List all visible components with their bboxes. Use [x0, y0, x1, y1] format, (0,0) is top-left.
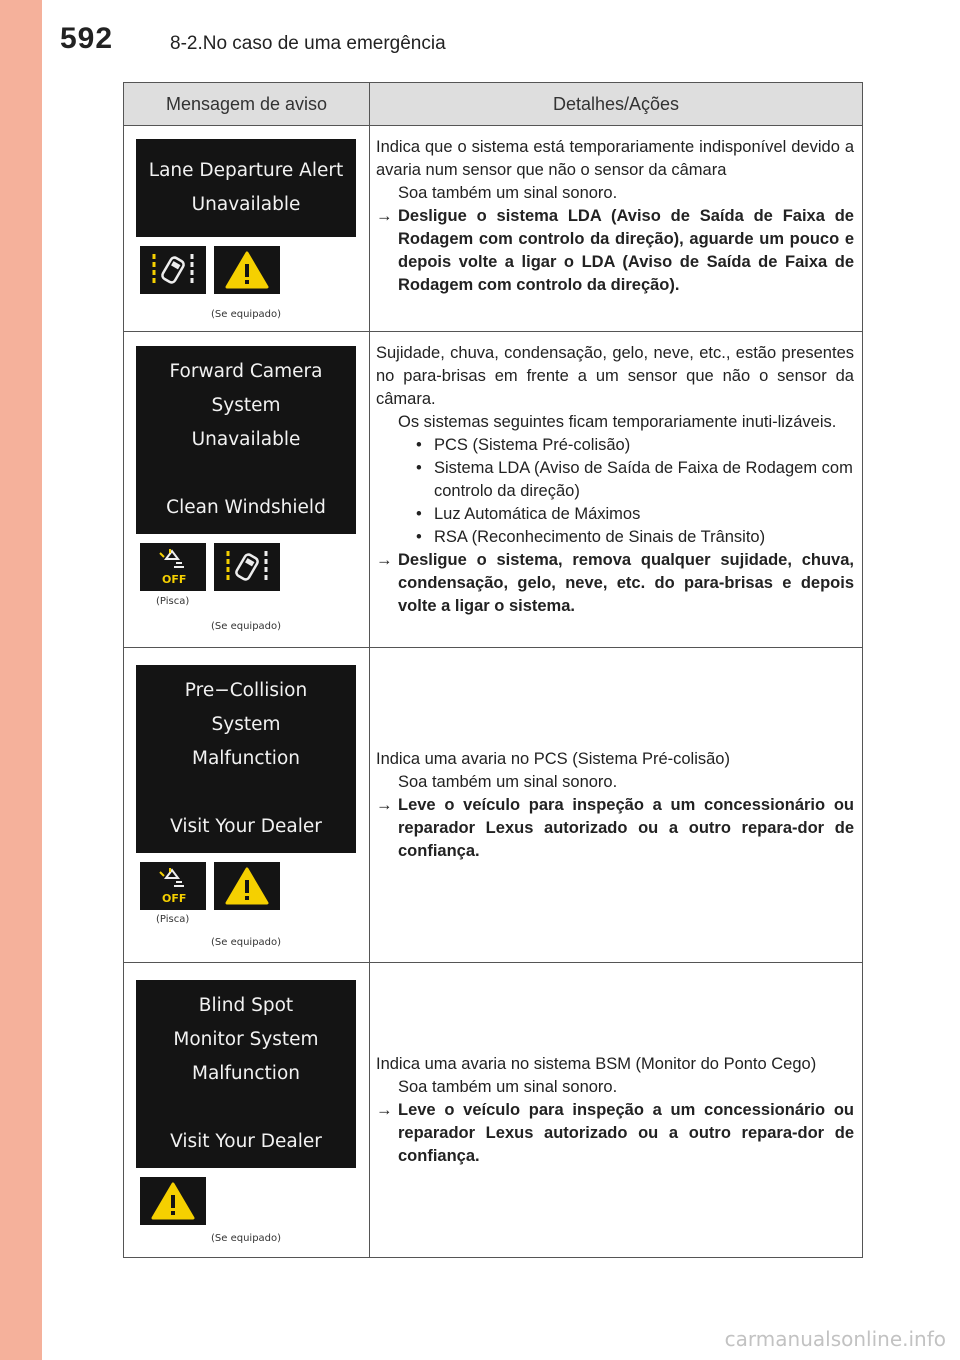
details-cell: [370, 332, 863, 648]
lane-departure-icon: [140, 246, 206, 294]
table-row: [124, 332, 863, 648]
detail-sub: Os sistemas seguintes ficam temporariamente inuti-lizáveis.: [398, 413, 837, 431]
screen-line: Lane Departure Alert: [148, 160, 344, 181]
arrow-icon: →: [376, 795, 393, 814]
screen-line: Clean Windshield: [166, 497, 326, 518]
list-item: • Luz Automática de Máximos: [416, 503, 854, 526]
detail-sub: Soa também um sinal sonoro.: [398, 772, 618, 791]
detail-sub: Soa também um sinal sonoro.: [398, 1077, 618, 1096]
detail-action: → Desligue o sistema LDA (Aviso de Saída de Faixa de Rodagem com controlo da direção), aguarde um pouco e depois volte a ligar o LDA (Aviso de Saída de Faixa de Rodagem com controlo da direção).: [376, 207, 854, 294]
equipped-note: (Se equipado): [211, 621, 282, 632]
message-cell: [124, 963, 370, 1258]
details-cell: [370, 648, 863, 963]
warning-triangle-icon: [214, 246, 280, 294]
svg-text:OFF: OFF: [162, 892, 187, 905]
detail-intro: Indica que o sistema está temporariamente indisponível devido a avaria num sensor que não o sensor da câmara: [376, 138, 854, 179]
list-item: • Sistema LDA (Aviso de Saída de Faixa de Rodagem com controlo da direção): [416, 457, 854, 503]
pcs-off-icon: [140, 543, 206, 591]
detail-sub: Soa também um sinal sonoro.: [398, 184, 618, 202]
arrow-icon: →: [376, 551, 393, 569]
details-cell: [370, 963, 863, 1258]
screen-line: Monitor System: [173, 1029, 319, 1050]
detail-action: → Leve o veículo para inspeção a um concessionário ou reparador Lexus autorizado ou a outro repara-dor de confiança.: [376, 1100, 854, 1165]
detail-action: → Desligue o sistema, remova qualquer sujidade, chuva, condensação, gelo, neve, etc. do para-brisas e depois volte a ligar o sistema.: [376, 551, 854, 615]
blink-note: (Pisca): [156, 596, 190, 607]
table-header-row: [124, 83, 863, 126]
list-item: • PCS (Sistema Pré-colisão): [416, 434, 854, 457]
detail-action: → Leve o veículo para inspeção a um concessionário ou reparador Lexus autorizado ou a outro repara-dor de confiança.: [376, 795, 854, 860]
lane-departure-icon: [214, 543, 280, 591]
screen-line: System: [211, 395, 281, 416]
system-list: [376, 434, 854, 549]
column-header-details: Detalhes/Ações: [370, 83, 863, 126]
column-header-message: Mensagem de aviso: [124, 83, 370, 126]
side-color-bar: [0, 0, 42, 1360]
message-cell: [124, 648, 370, 963]
table-row: [124, 126, 863, 332]
blink-note: (Pisca): [156, 914, 190, 925]
screen-line: Blind Spot: [198, 995, 294, 1016]
table-row: [124, 963, 863, 1258]
message-cell: [124, 332, 370, 648]
watermark: carmanualsonline.info: [724, 1327, 946, 1351]
display-screen: [136, 665, 356, 853]
screen-line: Visit Your Dealer: [170, 1131, 322, 1152]
warning-triangle-icon: [214, 862, 280, 910]
screen-line: Malfunction: [191, 748, 300, 769]
table-row: [124, 648, 863, 963]
detail-intro: Indica uma avaria no sistema BSM (Monitor do Ponto Cego): [376, 1054, 817, 1073]
screen-line: Pre−Collision: [184, 680, 308, 701]
equipped-note: (Se equipado): [211, 309, 282, 320]
message-cell: [124, 126, 370, 332]
chapter-title: 8-2.No caso de uma emergência: [170, 33, 446, 54]
list-item: • RSA (Reconhecimento de Sinais de Trânsito): [416, 526, 854, 549]
screen-line: Malfunction: [191, 1063, 300, 1084]
arrow-icon: →: [376, 207, 393, 225]
warning-triangle-icon: [140, 1177, 206, 1225]
svg-text:OFF: OFF: [162, 573, 187, 586]
arrow-icon: →: [376, 1100, 393, 1119]
screen-line: Visit Your Dealer: [170, 816, 322, 837]
display-screen: [136, 139, 356, 237]
screen-line: Unavailable: [191, 194, 301, 215]
detail-intro: Sujidade, chuva, condensação, gelo, neve, etc., estão presentes no para-brisas em frente a um sensor que não o sensor da câmara.: [376, 344, 854, 408]
screen-line: System: [211, 714, 281, 735]
detail-intro: Indica uma avaria no PCS (Sistema Pré-colisão): [376, 749, 730, 768]
details-cell: [370, 126, 863, 332]
warning-message-table: [123, 82, 863, 1258]
pcs-off-icon: [140, 862, 206, 910]
display-screen: [136, 980, 356, 1168]
page-number: 592: [60, 22, 114, 55]
display-screen: [136, 346, 356, 534]
screen-line: Forward Camera: [169, 361, 323, 382]
screen-line: Unavailable: [191, 429, 301, 450]
equipped-note: (Se equipado): [211, 1233, 282, 1244]
equipped-note: (Se equipado): [211, 937, 282, 948]
